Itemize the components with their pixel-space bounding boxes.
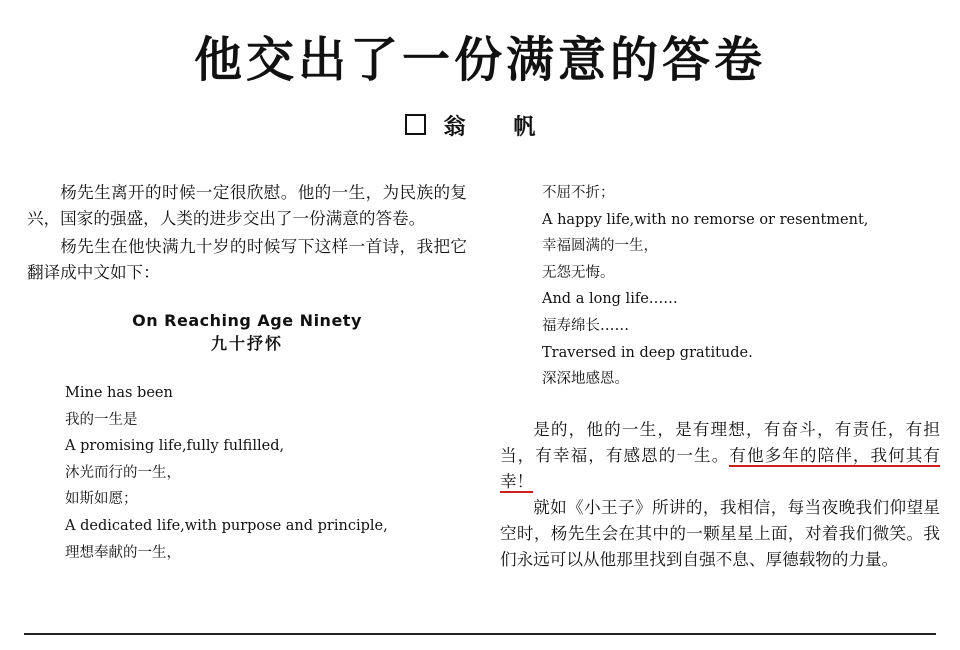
poem-line: 无怨无悔。 — [542, 264, 615, 281]
paragraph: 就如《小王子》所讲的，我相信，每当夜晚我们仰望星空时，杨先生会在其中的一颗星星上面，对着我们微笑。我们永远可以从他那里找到自强不息、厚德载物的力量。 — [500, 497, 940, 569]
paragraph: 杨先生离开的时候一定很欣慰。他的一生，为民族的复兴，国家的强盛，人类的进步交出了一份满意的答卷。 — [27, 183, 467, 228]
poem-line: A promising life,fully fulfilled, — [65, 438, 285, 455]
paragraph-text: 是的，他的一生，是有理想，有奋斗，有责任，有担当，有幸福，有感恩的一生。 — [500, 419, 940, 465]
poem-line: 沐光而行的一生， — [65, 464, 181, 481]
author-name: 翁 帆 — [443, 115, 556, 140]
article-title: 他交出了一份满意的答卷 — [193, 32, 766, 88]
poem-line: And a long life…… — [542, 291, 678, 308]
poem-line: 理想奉献的一生， — [65, 544, 181, 561]
underlined-sentence: 有他多年的陪伴，我何其有幸！ — [500, 445, 941, 491]
paragraph — [500, 417, 940, 495]
paragraph: 杨先生在他快满九十岁的时候写下这样一首诗，我把它翻译成中文如下： — [27, 237, 467, 282]
poem-line: A happy life,with no remorse or resentment, — [542, 211, 869, 228]
byline — [0, 113, 960, 143]
poem-line: Traversed in deep gratitude. — [542, 344, 753, 361]
poem-line: 我的一生是 — [65, 411, 138, 428]
poem-line: 幸福圆满的一生， — [542, 238, 658, 255]
right-column — [500, 180, 940, 573]
poem-line: 如斯如愿； — [65, 491, 138, 508]
poem-line: 深深地感恩。 — [542, 371, 629, 388]
square-box-icon — [405, 114, 426, 135]
poem-heading — [27, 310, 467, 356]
poem-line: 不屈不折； — [542, 185, 615, 201]
poem-line: 福寿绵长…… — [542, 317, 629, 334]
left-column — [27, 180, 467, 566]
poem-line: Mine has been — [65, 385, 173, 401]
poem-title-english: On Reaching Age Ninety — [132, 311, 362, 330]
poem-line: A dedicated life,with purpose and principle, — [65, 517, 388, 534]
bottom-divider — [24, 633, 936, 635]
poem-title-chinese: 九十抒怀 — [210, 334, 283, 353]
